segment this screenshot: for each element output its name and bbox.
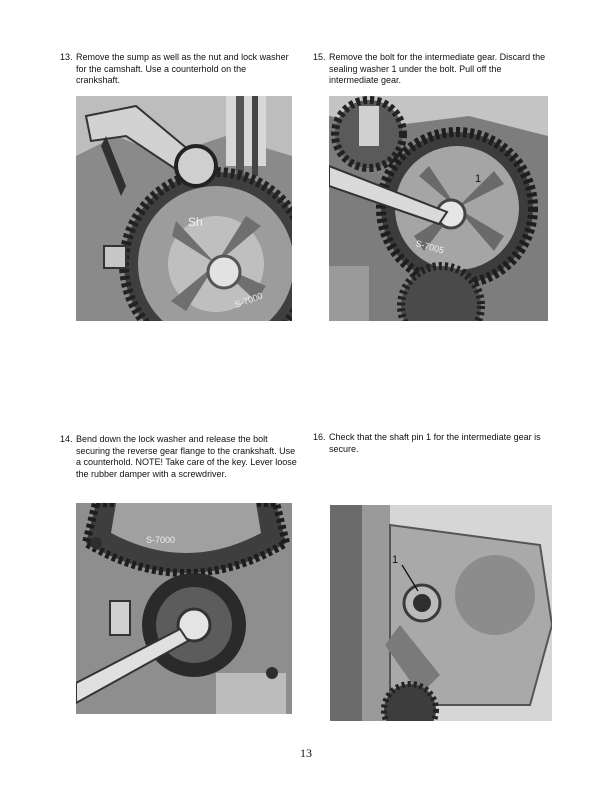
gear-stamp: S-7000 [146,535,176,545]
callout-label: 1 [392,554,399,566]
photo-camshaft-nut [76,96,292,321]
step-number: 15. [313,52,326,62]
callout-label: 1 [475,173,482,185]
gear-stamp: S-7005 [414,238,446,256]
step-text: Remove the bolt for the intermediate gear. Discard the sealing washer 1 under the bolt. Pull off the intermediate gear. [329,52,546,86]
gear-stamp: S-7000 [233,290,264,310]
step-text: Remove the sump as well as the nut and lock washer for the camshaft. Use a counterhold on the crankshaft. [76,52,289,86]
page-number: 13 [300,746,312,760]
step-text: Bend down the lock washer and release the bolt securing the reverse gear flange to the crankshaft. Use a counterhold. NOTE! Take care of the key. Lever loose the rubber damper with a screwdriver. [76,434,297,479]
photo-intermediate-gear [329,96,548,321]
step-text: Check that the shaft pin 1 for the intermediate gear is secure. [329,432,541,454]
gear-mark: Sh [188,215,203,229]
step-number: 14. [60,434,73,444]
step-number: 13. [60,52,73,62]
photo-shaft-pin [330,505,552,721]
step-number: 16. [313,432,326,442]
photo-reverse-gear-flange [76,503,292,714]
